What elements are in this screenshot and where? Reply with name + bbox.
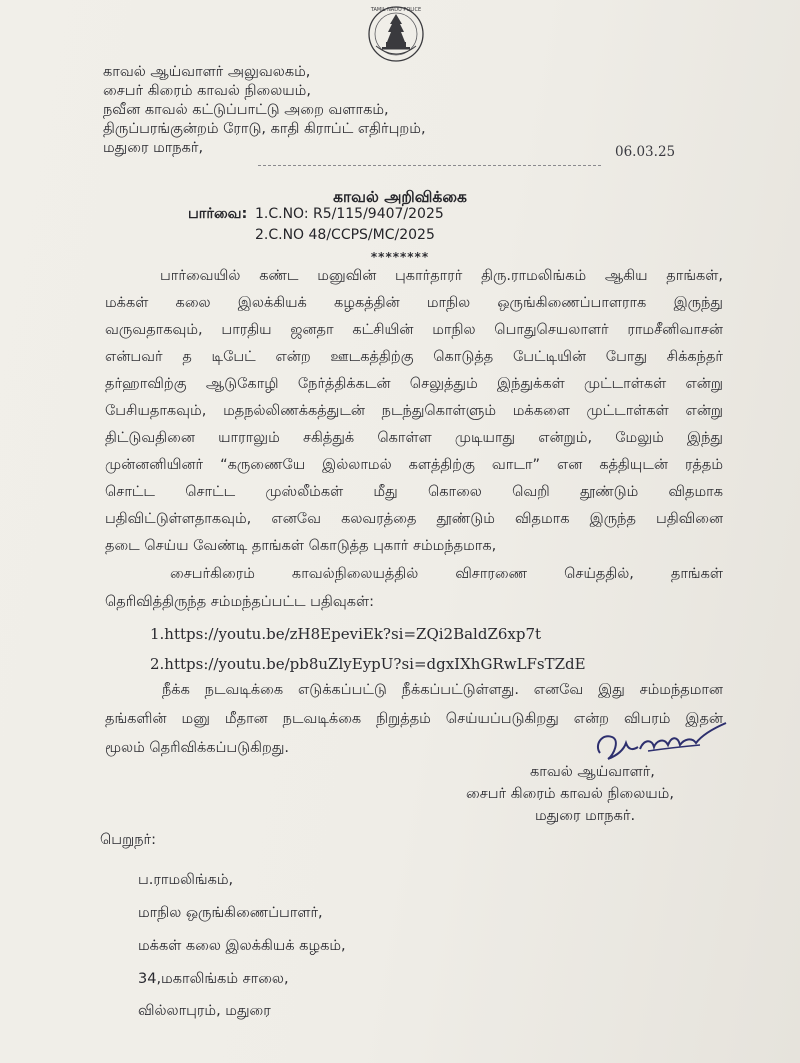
paragraph-1-line: என்பவர் த டிபேட் என்ற ஊடகத்திற்கு கொடுத்த பேட்டியின் போது சிக்கந்தர்: [105, 349, 723, 365]
paragraph-2-line: தெரிவித்திருந்த சம்மந்தப்பட்ட பதிவுகள்:: [105, 594, 374, 610]
paragraph-1-line: தடை செய்ய வேண்டி தாங்கள் கொடுத்த புகார் சம்மந்தமாக,: [105, 538, 497, 554]
paragraph-1-line: வருவதாகவும், பாரதிய ஜனதா கட்சியின் மாநில பொதுசெயலாளர் ராமசீனிவாசன்: [105, 322, 723, 338]
address-line: சைபர் கிரைம் காவல் நிலையம்,: [103, 83, 311, 99]
separator: ********: [370, 250, 430, 264]
paragraph-3-line: மூலம் தெரிவிக்கப்படுகிறது.: [105, 740, 290, 756]
header-divider: [258, 165, 601, 166]
tamil-nadu-emblem-icon: [360, 2, 432, 64]
paragraph-1-line: முன்னனியினர் “கருணையே இல்லாமல் களத்திற்கு வாடா” என கத்தியுடன் ரத்தம்: [105, 457, 723, 473]
address-line: திருப்பரங்குன்றம் ரோடு, காதி கிராப்ட் எதிர்புறம்,: [103, 121, 426, 137]
paragraph-1-line: திட்டுவதினை யாராலும் சகித்துக் கொள்ள முடியாது என்றும், மேலும் இந்து: [105, 430, 723, 446]
signatory-designation: காவல் ஆய்வாளர்,: [530, 764, 655, 780]
signatory-city: மதுரை மாநகர்.: [535, 808, 636, 824]
paragraph-3-line: தங்களின் மனு மீதான நடவடிக்கை நிறுத்தம் செய்யப்படுகிறது என்ற விபரம் இதன்: [105, 711, 723, 727]
paragraph-1-line: மக்கள் கலை இலக்கியக் கழகத்தின் மாநில ஒருங்கிணைப்பாளராக இருந்து: [105, 295, 723, 311]
recipient-line: மாநில ஒருங்கிணைப்பாளர்,: [138, 905, 323, 921]
notice-heading: காவல் அறிவிக்கை: [333, 188, 467, 206]
recipient-line: ப.ராமலிங்கம்,: [138, 872, 234, 888]
address-line: காவல் ஆய்வாளர் அலுவலகம்,: [103, 64, 311, 80]
signatory-station: சைபர் கிரைம் காவல் நிலையம்,: [466, 786, 674, 802]
recipient-line: 34,மகாலிங்கம் சாலை,: [138, 971, 289, 987]
recipient-line: மக்கள் கலை இலக்கியக் கழகம்,: [138, 938, 346, 954]
address-line: மதுரை மாநகர்,: [103, 140, 204, 156]
recipient-line: வில்லாபுரம், மதுரை: [138, 1003, 271, 1019]
address-line: நவீன காவல் கட்டுப்பாட்டு அறை வளாகம்,: [103, 102, 389, 118]
reference-line-2: 2.C.NO 48/CCPS/MC/2025: [255, 227, 435, 243]
post-link-1: 1.https://youtu.be/zH8EpeviEk?si=ZQi2BaldZ6xp7t: [150, 625, 542, 643]
reference-label: பார்வை:: [188, 206, 248, 222]
reference-line-1: 1.C.NO: R5/115/9407/2025: [255, 206, 444, 222]
sender-address: [103, 63, 426, 158]
paragraph-1-line: பார்வையில் கண்ட மனுவின் புகார்தாரர் திரு.ராமலிங்கம் ஆகிய தாங்கள்,: [160, 268, 723, 284]
emblem-text: TAMIL NADU POLICE: [370, 7, 422, 13]
paragraph-1-line: பதிவிட்டுள்ளதாகவும், எனவே கலவரத்தை தூண்டும் விதமாக இருந்த பதிவினை: [105, 511, 723, 527]
paragraph-2-line: சைபர்கிரைம் காவல்நிலையத்தில் விசாரணை செய்ததில், தாங்கள்: [170, 566, 723, 582]
paragraph-1-line: தர்ஹாவிற்கு ஆடுகோழி நேர்த்திக்கடன் செலுத்தும் இந்துக்கள் முட்டாள்கள் என்று: [105, 376, 723, 392]
paragraph-1-line: பேசியதாகவும், மதநல்லிணக்கத்துடன் நடந்துகொள்ளும் மக்களை முட்டாள்கள் என்று: [105, 403, 723, 419]
letter-date: 06.03.25: [615, 144, 676, 160]
paragraph-3-line: நீக்க நடவடிக்கை எடுக்கப்பட்டு நீக்கப்பட்டுள்ளது. எனவே இது சம்மந்தமான: [162, 682, 723, 698]
recipient-label: பெறுநர்:: [100, 832, 156, 848]
post-link-2: 2.https://youtu.be/pb8uZlyEypU?si=dgxIXhGRwLFsTZdE: [150, 655, 586, 673]
paragraph-1-line: சொட்ட சொட்ட முஸ்லீம்கள் மீது கொலை வெறி தூண்டும் விதமாக: [105, 484, 723, 500]
